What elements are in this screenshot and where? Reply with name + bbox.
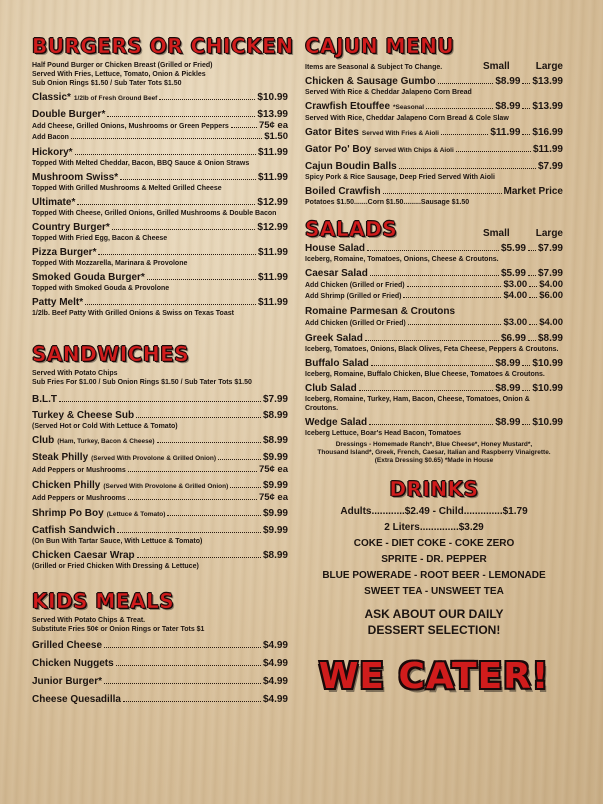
drinks-list: Adults............$2.49 - Child..............$1.79 2 Liters..............$3.29 COKE - DIET COKE - COKE ZERO SPRITE - DR. PEPPER BLUE POWERADE - ROOT BEER - LEMONADE SWEET TEA - UNSWEET TEA — [322, 506, 546, 597]
right-column — [305, 36, 563, 697]
menu-item: Crawfish Etouffee *Seasonal $8.99 $13.99 Served With Rice, Cheddar Jalapeno Corn Bread & Cole Slaw — [305, 101, 563, 122]
sandwiches-title: SANDWICHES — [32, 342, 190, 366]
menu-item: Buffalo Salad $8.99 $10.99 Iceberg, Romaine, Buffalo Chicken, Blue Cheese, Tomatoes & Croutons. — [305, 358, 563, 378]
menu-item: Smoked Gouda Burger* $11.99 Topped with Smoked Gouda & Provolone — [32, 272, 288, 292]
menu-item: Catfish Sandwich $9.99 (On Bun With Tartar Sauce, With Lettuce & Tomato) — [32, 525, 288, 545]
cajun-header: Items are Seasonal & Subject To Change. Small Large — [305, 61, 563, 72]
menu-item: Country Burger* $12.99 Topped With Fried Egg, Bacon & Cheese — [32, 222, 288, 242]
cajun-title: CAJUN MENU — [305, 34, 455, 58]
dessert-note: ASK ABOUT OUR DAILY DESSERT SELECTION! — [364, 607, 504, 637]
menu-item: Patty Melt* $11.99 1/2lb. Beef Patty With Grilled Onions & Swiss on Texas Toast — [32, 297, 288, 317]
menu-item: Steak Philly (Served With Provolone & Grilled Onion) $9.99 Add Peppers or Mushrooms 75¢ ea — [32, 452, 288, 475]
drinks-title: DRINKS — [389, 477, 479, 501]
burgers-intro: Half Pound Burger or Chicken Breast (Grilled or Fried) Served With Fries, Lettuce, Tomato, Onion & Pickles Sub Onion Rings $1.50 / Sub Tater Tots $1.50 — [32, 62, 213, 87]
kids-title: KIDS MEALS — [32, 589, 175, 613]
we-cater-banner: WE CATER! — [318, 656, 550, 697]
sandwiches-intro: Served With Potato Chips Sub Fries For $1.00 / Sub Onion Rings $1.50 / Sub Tater Tots $1.50 — [32, 370, 252, 386]
menu-item: Wedge Salad $8.99 $10.99 Iceberg Lettuce, Boar's Head Bacon, Tomatoes — [305, 417, 563, 437]
menu-item: Gator Po' Boy Served With Chips & Aioli $11.99 — [305, 144, 563, 155]
menu-item: Ultimate* $12.99 Topped With Cheese, Grilled Onions, Grilled Mushrooms & Double Bacon — [32, 197, 288, 217]
menu-item: Classic* 1/2lb of Fresh Ground Beef $10.99 — [32, 92, 288, 103]
menu-item: Shrimp Po Boy (Lettuce & Tomato) $9.99 — [32, 508, 288, 519]
menu-item: Club Salad $8.99 $10.99 Iceberg, Romaine, Turkey, Ham, Bacon, Cheese, Tomatoes, Onion & Croutons. — [305, 383, 563, 412]
menu-item: Caesar Salad $5.99 $7.99 Add Chicken (Grilled or Fried) $3.00 $4.00 Add Shrimp (Grilled or Fried) $4.00 $6.00 — [305, 268, 563, 301]
menu-item: Junior Burger* $4.99 — [32, 676, 288, 687]
menu-item: Greek Salad $6.99 $8.99 Iceberg, Tomatoes, Onions, Black Olives, Feta Cheese, Peppers & Croutons. — [305, 333, 563, 353]
menu-item: Romaine Parmesan & Croutons Add Chicken (Grilled Or Fried) $3.00 $4.00 — [305, 306, 563, 328]
menu-item: Grilled Cheese $4.99 — [32, 640, 288, 651]
menu-item: Double Burger* $13.99 Add Cheese, Grilled Onions, Mushrooms or Green Peppers 75¢ ea Add Bacon $1.50 — [32, 109, 288, 142]
menu-item: Cajun Boudin Balls $7.99 Spicy Pork & Rice Sausage, Deep Fried Served With Aioli — [305, 161, 563, 181]
menu-item: B.L.T $7.99 — [32, 394, 288, 405]
menu-item: Club (Ham, Turkey, Bacon & Cheese) $8.99 — [32, 435, 288, 446]
menu-item: Chicken Caesar Wrap $8.99 (Grilled or Fried Chicken With Dressing & Lettuce) — [32, 550, 288, 570]
menu-item: Chicken Philly (Served With Provolone & Grilled Onion) $9.99 Add Peppers or Mushrooms 75¢ ea — [32, 480, 288, 503]
salads-header: SALADS Small Large — [305, 217, 563, 241]
menu-item: Gator Bites Served With Fries & Aioli $11.99 $16.99 — [305, 127, 563, 138]
menu-item: Boiled Crawfish Market Price Potatoes $1.50.......Corn $1.50.........Sausage $1.50 — [305, 186, 563, 206]
menu-item: House Salad $5.99 $7.99 Iceberg, Romaine, Tomatoes, Onions, Cheese & Croutons. — [305, 243, 563, 263]
menu-item: Hickory* $11.99 Topped With Melted Cheddar, Bacon, BBQ Sauce & Onion Straws — [32, 147, 288, 167]
left-column — [32, 34, 294, 706]
kids-intro: Served With Potato Chips & Treat. Substitute Fries 50¢ or Onion Rings or Tater Tots $1 — [32, 617, 205, 633]
menu-item: Mushroom Swiss* $11.99 Topped With Grilled Mushrooms & Melted Grilled Cheese — [32, 172, 288, 192]
dressings-note: Dressings - Homemade Ranch*, Blue Cheese*, Honey Mustard*, Thousand Island*, Greek, French, Caesar, Italian and Raspberry Vinaigrette. (Extra Dressing $0.65) *Made in House — [317, 441, 551, 464]
burgers-title: BURGERS OR CHICKEN — [32, 34, 294, 58]
menu-item: Cheese Quesadilla $4.99 — [32, 694, 288, 705]
menu-item: Chicken Nuggets $4.99 — [32, 658, 288, 669]
menu-item: Pizza Burger* $11.99 Topped With Mozzarella, Marinara & Provolone — [32, 247, 288, 267]
menu-item: Chicken & Sausage Gumbo $8.99 $13.99 Served With Rice & Cheddar Jalapeno Corn Bread — [305, 76, 563, 96]
salads-title: SALADS — [305, 217, 398, 241]
menu-item: Turkey & Cheese Sub $8.99 (Served Hot or Cold With Lettuce & Tomato) — [32, 410, 288, 430]
